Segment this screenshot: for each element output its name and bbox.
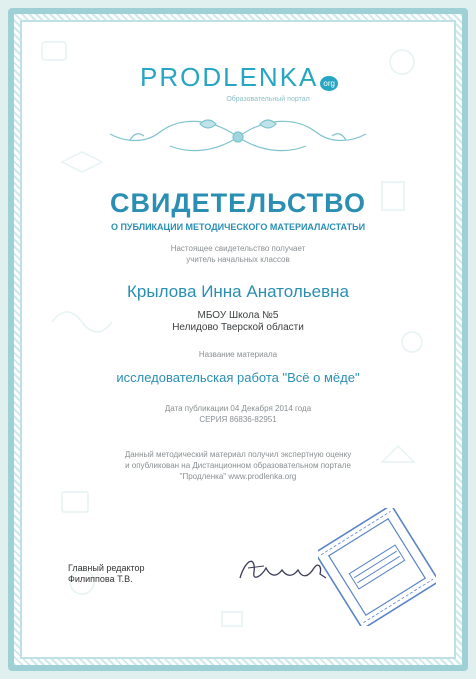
editor-name: Филиппова Т.В.: [68, 574, 133, 584]
logo-org-badge: org: [320, 76, 338, 91]
logo-text: PRODLENKA: [140, 62, 319, 92]
note-line-1: Данный методический материал получил экспертную оценку: [124, 450, 352, 459]
brand-logo: [0, 62, 476, 93]
material-label: Название материала: [198, 350, 278, 359]
editor-role: Главный редактор: [68, 563, 145, 573]
publication-date: Дата публикации 04 Декабря 2014 года: [164, 404, 312, 413]
recipient-name: Крылова Инна Анатольевна: [127, 282, 349, 301]
ornament-divider: [90, 112, 386, 162]
official-stamp: [318, 508, 436, 626]
logo-tagline: Образовательный портал: [226, 96, 310, 103]
intro-text-1: Настоящее свидетельство получает: [170, 244, 306, 253]
school-location: Нелидово Тверской области: [172, 322, 304, 333]
note-line-2: и опубликован на Дистанционном образовательном портале: [125, 461, 351, 470]
certificate-title: СВИДЕТЕЛЬСТВО: [110, 188, 366, 218]
intro-text-2: учитель начальных классов: [186, 255, 290, 264]
material-title: исследовательская работа "Всё о мёде": [116, 370, 360, 385]
note-line-3: "Продленка" www.prodlenka.org: [179, 472, 297, 481]
editor-block: [68, 563, 145, 585]
series-number: СЕРИЯ 86836-82951: [199, 415, 277, 424]
certificate-subtitle: О ПУБЛИКАЦИИ МЕТОДИЧЕСКОГО МАТЕРИАЛА/СТАТЬИ: [110, 222, 366, 232]
handwritten-signature: [236, 548, 330, 590]
school-name: МБОУ Школа №5: [197, 310, 279, 321]
